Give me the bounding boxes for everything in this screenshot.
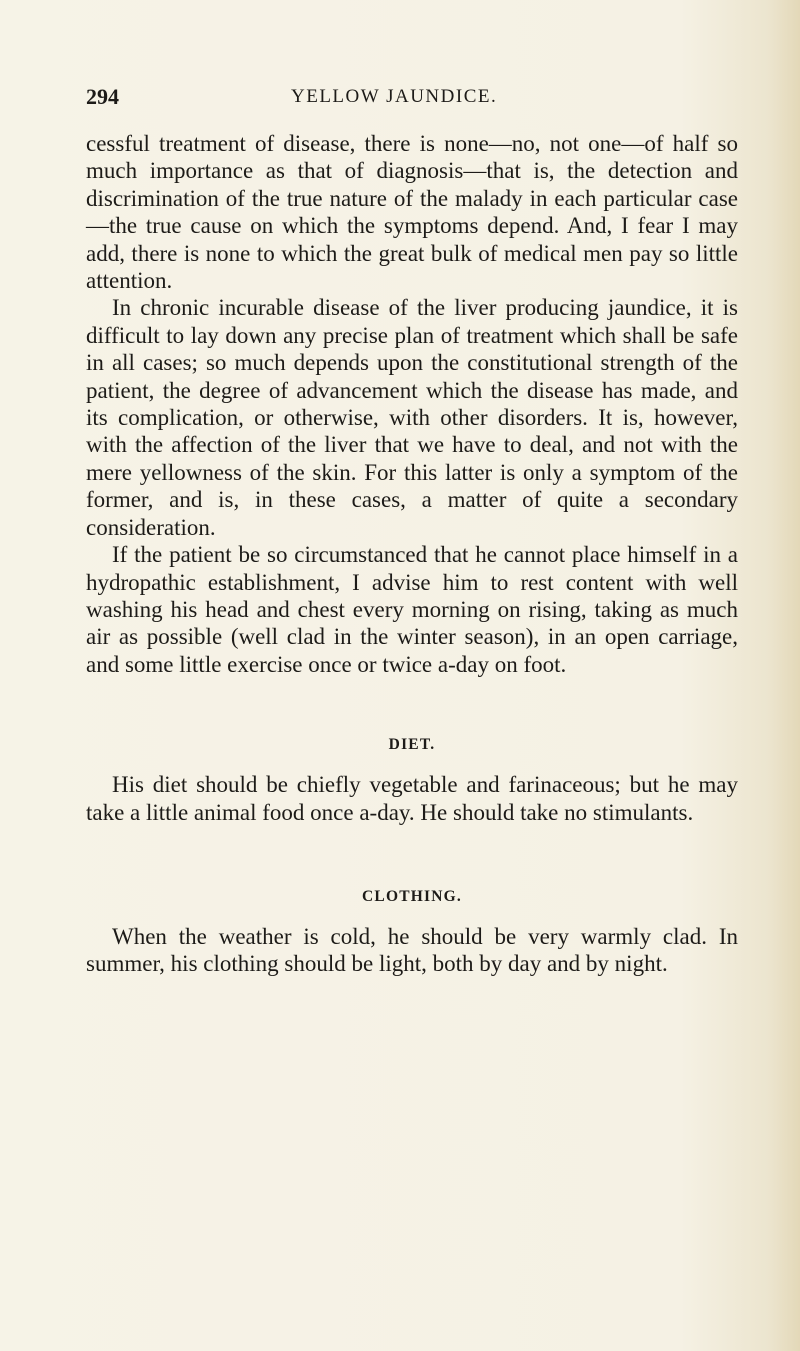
running-head: YELLOW JAUNDICE. bbox=[291, 86, 498, 107]
section-heading-clothing: CLOTHING. bbox=[362, 887, 462, 905]
paragraph-chronic-disease: In chronic incurable disease of the liver producing jaundice, it is difficult to lay down any precise plan of treatment which shall be safe in all cases; so much depends upon the constitutional strength of the patient, the degree of advancement which the disease has made, and its complication, or otherwise, with other disorders. It is, however, with the affection of the liver that we have to deal, and not with the mere yellowness of the skin. For this latter is only a symptom of the former, and is, in these cases, a matter of quite a secondary consideration. bbox=[86, 295, 738, 540]
section-heading-diet: DIET. bbox=[388, 736, 436, 754]
paragraph-diet: His diet should be chiefly vegetable and farinaceous; but he may take a little animal food once a-day. He should take no stimulants. bbox=[86, 772, 738, 825]
body-text bbox=[86, 130, 738, 978]
page-number: 294 bbox=[86, 84, 119, 109]
paragraph-hydropathic-advice: If the patient be so circumstanced that he cannot place himself in a hydropathic establishment, I advise him to rest content with well washing his head and chest every morning on rising, taking as much air as possible (well clad in the winter season), in an open carriage, and some little exercise once or twice a-day on foot. bbox=[86, 542, 738, 677]
page-header bbox=[86, 84, 738, 114]
paragraph-continued: cessful treatment of disease, there is none—no, not one—of half so much importance as that of diagnosis—that is, the detection and discrimination of the true nature of the malady in each particular case—the true cause on which the symptoms depend. And, I fear I may add, there is none to which the great bulk of medical men pay so little attention. bbox=[86, 131, 738, 294]
paragraph-clothing: When the weather is cold, he should be very warmly clad. In summer, his clothing should be light, both by day and by night. bbox=[86, 923, 738, 977]
